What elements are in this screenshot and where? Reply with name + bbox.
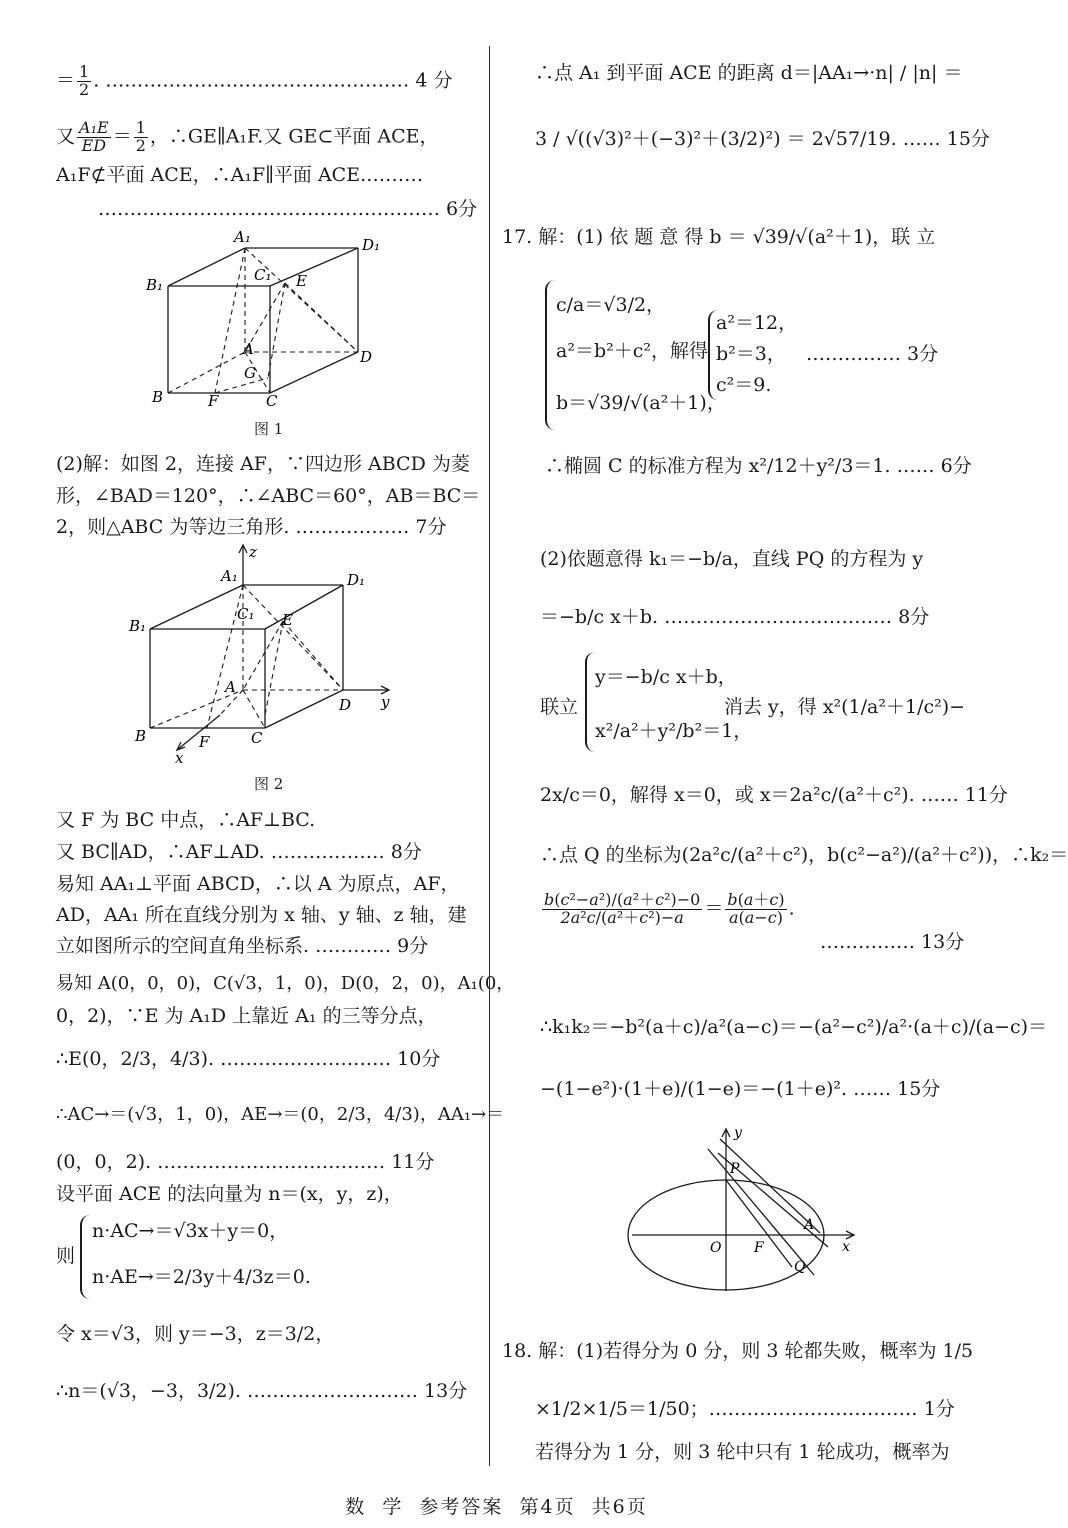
right-line-4d3: c²＝9. bbox=[716, 374, 772, 396]
fig2-label-a1: A₁ bbox=[221, 567, 238, 585]
right-line-4c: b＝√39/√(a²＋1)， bbox=[556, 392, 726, 414]
fig2-label-x: x bbox=[175, 749, 184, 767]
left-line-f8: ∴E(0，2/3，4/3). ……………………… 10分 bbox=[56, 1048, 441, 1070]
fig2-label-a: A bbox=[225, 678, 236, 696]
figure-2-cube-axes bbox=[125, 545, 405, 770]
fig2-label-y: y bbox=[381, 693, 390, 711]
left-line-f3: 易知 AA₁⊥平面 ABCD，∴以 A 为原点，AF， bbox=[56, 873, 460, 895]
right-line-14: 18. 解：(1)若得分为 0 分，则 3 轮都失败，概率为 1/5 bbox=[502, 1340, 974, 1362]
left-line-f12a: n·AC→＝√3x＋y＝0， bbox=[92, 1220, 289, 1242]
fig1-label-f: F bbox=[208, 392, 219, 410]
right-line-4d2: b²＝3， bbox=[716, 343, 786, 365]
right-line-8a: 联立 bbox=[540, 696, 579, 718]
column-divider bbox=[489, 46, 490, 1466]
left-line-f10: (0，0，2). ……………………………… 11分 bbox=[56, 1151, 435, 1173]
right-line-15: ×1/2×1/5＝1/50；…………………………… 1分 bbox=[535, 1398, 955, 1420]
fig1-label-a1: A₁ bbox=[234, 228, 251, 246]
ellipse-label-a: A bbox=[804, 1217, 815, 1233]
fig2-label-d1: D₁ bbox=[347, 571, 366, 589]
ellipse-label-q: Q bbox=[794, 1259, 806, 1275]
right-line-7: ＝−b/c x＋b. ……………………………… 8分 bbox=[540, 606, 930, 628]
fig2-label-c1: C₁ bbox=[237, 605, 255, 623]
fig2-label-d: D bbox=[339, 696, 352, 714]
right-line-6: (2)依题意得 k₁＝−b/a，直线 PQ 的方程为 y bbox=[540, 548, 924, 570]
right-line-4-score: …………… 3分 bbox=[806, 343, 939, 365]
left-line-f4: AD，AA₁ 所在直线分别为 x 轴、y 轴、z 轴，建 bbox=[56, 904, 467, 926]
fig2-label-e: E bbox=[282, 611, 293, 629]
fig1-label-b: B bbox=[152, 388, 164, 406]
system-brace-3 bbox=[585, 652, 595, 752]
left-line-3: A₁F⊄平面 ACE，∴A₁F∥平面 ACE.……… bbox=[56, 164, 424, 186]
fig1-label-e: E bbox=[296, 272, 307, 290]
figure-2-caption: 图 2 bbox=[254, 775, 284, 793]
left-part2-line-3: 2，则△ABC 为等边三角形. ……………… 7分 bbox=[56, 516, 447, 538]
fig1-label-d: D bbox=[360, 348, 373, 366]
right-line-4b: a²＝b²＋c²，解得 bbox=[556, 340, 708, 362]
fig1-label-a: A bbox=[243, 340, 254, 358]
fig1-label-d1: D₁ bbox=[362, 236, 381, 254]
right-line-11: …………… 13分 bbox=[820, 931, 965, 953]
right-line-12: ∴k₁k₂＝−b²(a＋c)/a²(a−c)＝−(a²−c²)/a²·(a＋c)/(a−c)＝ bbox=[540, 1016, 1048, 1038]
right-line-13: −(1−e²)·(1＋e)/(1−e)＝−(1＋e)². …… 15分 bbox=[540, 1078, 941, 1100]
left-part2-line-1: (2)解：如图 2，连接 AF，∵四边形 ABCD 为菱 bbox=[56, 453, 470, 475]
fig1-label-c1: C₁ bbox=[254, 266, 272, 284]
figure-ellipse bbox=[628, 1125, 864, 1295]
fig2-label-b: B bbox=[135, 727, 147, 745]
left-line-f12b: n·AE→＝2/3y＋4/3z＝0. bbox=[92, 1266, 311, 1288]
left-line-4: ……………………………………………… 6分 bbox=[98, 198, 478, 220]
left-line-f6: 易知 A(0，0，0)，C(√3，1，0)，D(0，2，0)，A₁(0， bbox=[56, 973, 515, 994]
right-line-8b: y＝−b/c x＋b， bbox=[595, 666, 737, 688]
left-line-1: ＝ $\frac{1}{2}$ . ………………………………………… 4 分 bbox=[56, 62, 453, 99]
ellipse-label-f: F bbox=[754, 1240, 764, 1256]
k2-compound-fraction: $\frac{\text{b(c²−a²)/(a²＋c²)−0}}{\text{2a²c/(a²＋c²)−a}}$ ＝ $\frac{b(a+c)}{a(a-c)}$ . bbox=[544, 890, 795, 927]
ellipse-label-x: x bbox=[842, 1239, 850, 1255]
right-line-5: ∴椭圆 C 的标准方程为 x²/12＋y²/3＝1. …… 6分 bbox=[545, 455, 972, 477]
fig1-label-b1: B₁ bbox=[146, 276, 164, 294]
right-line-2: 3 / √((√3)²＋(−3)²＋(3/2)²) ＝ 2√57/19. …… 15分 bbox=[535, 128, 990, 150]
right-line-1: ∴点 A₁ 到平面 ACE 的距离 d＝|AA₁→·n| / |n| ＝ bbox=[535, 62, 963, 84]
right-line-10: ∴点 Q 的坐标为(2a²c/(a²＋c²)，b(c²−a²)/(a²＋c²))，∴k₂＝ bbox=[540, 844, 1068, 866]
left-line-f13: 令 x＝√3，则 y＝−3，z＝3/2， bbox=[56, 1323, 335, 1345]
right-line-16: 若得分为 1 分，则 3 轮中只有 1 轮成功，概率为 bbox=[535, 1441, 950, 1463]
page-footer: 数 学 参考答案 第4页 共6页 bbox=[345, 1496, 648, 1518]
figure-1-caption: 图 1 bbox=[254, 420, 284, 438]
left-line-2: 又 $\frac{\text{A₁E}}{ED}$ ＝ $\frac{1}{2}$ ，∴GE∥A₁F.又 GE⊂平面 ACE， bbox=[56, 118, 439, 155]
ellipse-label-p: P bbox=[730, 1161, 740, 1177]
left-line-f11: 设平面 ACE 的法向量为 n＝(x，y，z)， bbox=[56, 1183, 403, 1205]
fig2-label-f: F bbox=[199, 733, 210, 751]
fig2-label-c: C bbox=[251, 729, 263, 747]
system-brace-1 bbox=[545, 280, 555, 430]
ellipse-label-y: y bbox=[734, 1125, 742, 1141]
left-line-f5: 立如图所示的空间直角坐标系. ………… 9分 bbox=[56, 935, 429, 957]
fig1-label-g: G bbox=[244, 364, 256, 382]
left-line-f7: 0，2)，∵E 为 A₁D 上靠近 A₁ 的三等分点， bbox=[56, 1005, 437, 1027]
left-line-f2: 又 BC∥AD，∴AF⊥AD. ……………… 8分 bbox=[56, 841, 422, 863]
right-line-9: 2x/c＝0，解得 x＝0，或 x＝2a²c/(a²＋c²). …… 11分 bbox=[540, 784, 1008, 806]
fig2-label-z: z bbox=[249, 543, 257, 561]
right-line-4d1: a²＝12， bbox=[716, 312, 798, 334]
figure-1-cube bbox=[140, 228, 390, 418]
left-line-f12: 则 bbox=[56, 1245, 76, 1267]
right-line-3: 17. 解：(1) 依 题 意 得 b ＝ √39/√(a²＋1)，联 立 bbox=[502, 226, 936, 248]
left-line-f14: ∴n＝(√3，−3，3/2). ……………………… 13分 bbox=[56, 1380, 468, 1402]
fig2-label-b1: B₁ bbox=[129, 617, 147, 635]
ellipse-label-o: O bbox=[710, 1240, 722, 1256]
left-part2-line-2: 形，∠BAD＝120°，∴∠ABC＝60°，AB＝BC＝ bbox=[56, 485, 481, 507]
right-line-4a: c/a＝√3/2， bbox=[556, 294, 666, 316]
right-line-8d: 消去 y，得 x²(1/a²＋1/c²)− bbox=[724, 696, 966, 718]
right-line-8c: x²/a²＋y²/b²＝1， bbox=[595, 720, 753, 742]
fig1-label-c: C bbox=[266, 392, 278, 410]
system-brace-left bbox=[80, 1215, 90, 1299]
left-line-f1: 又 F 为 BC 中点，∴AF⊥BC. bbox=[56, 809, 316, 831]
left-line-f9: ∴AC→＝(√3，1，0)，AE→＝(0，2/3，4/3)，AA₁→＝ bbox=[56, 1104, 505, 1125]
